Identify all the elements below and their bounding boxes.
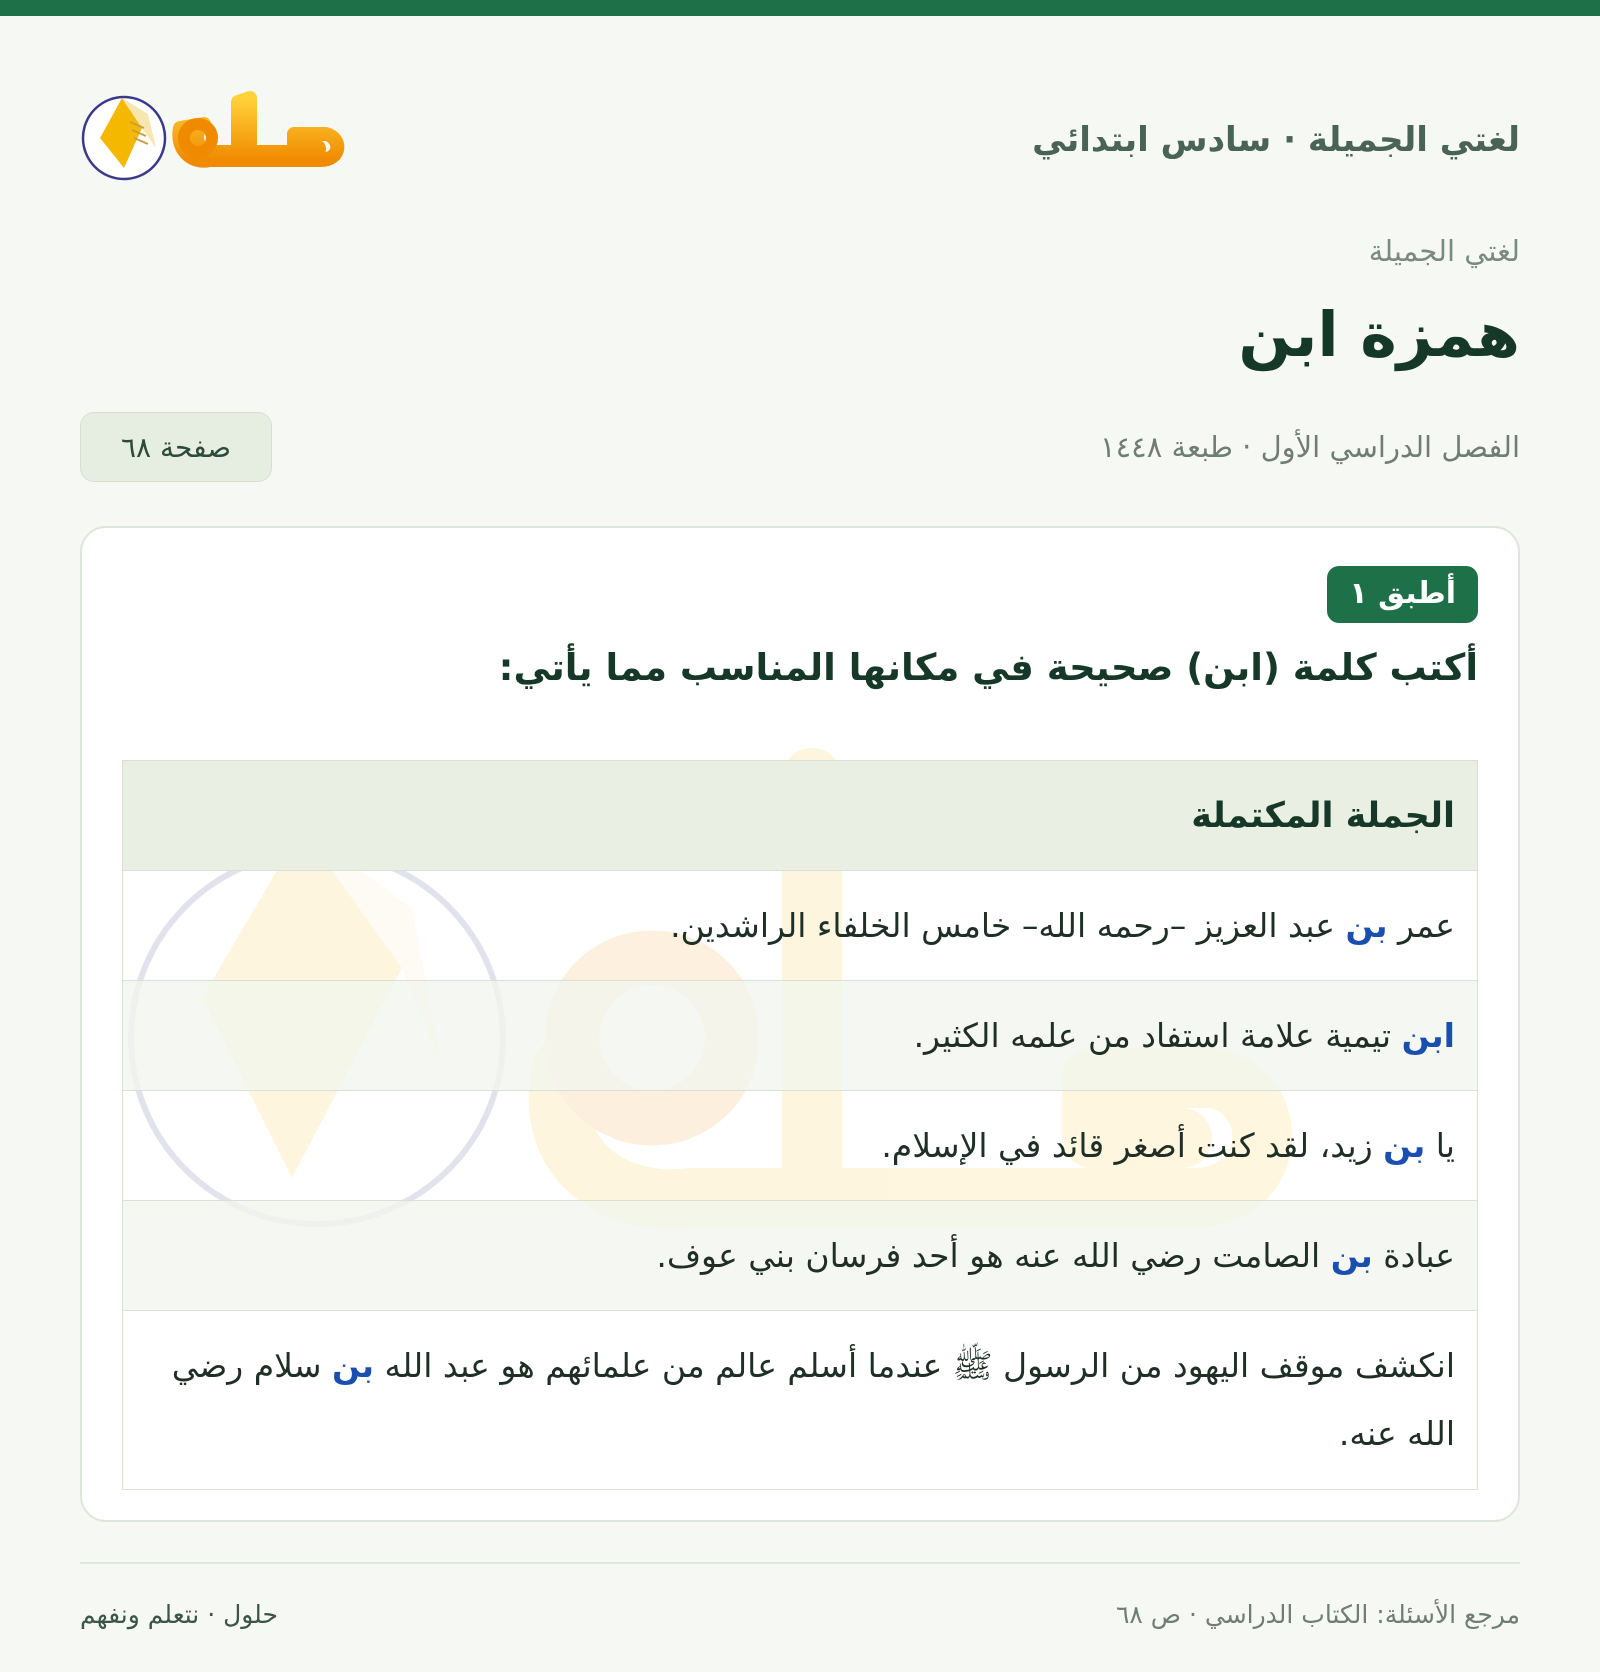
exercise-card xyxy=(80,526,1520,1522)
sentence-after: زيد، لقد كنت أصغر قائد في الإسلام. xyxy=(881,1126,1384,1165)
table-header: الجملة المكتملة xyxy=(123,761,1477,871)
breadcrumb[interactable]: لغتي الجميلة xyxy=(1368,234,1520,268)
edition-meta: الفصل الدراسي الأول · طبعة ١٤٤٨ xyxy=(1100,430,1520,464)
footer-reference: مرجع الأسئلة: الكتاب الدراسي · ص ٦٨ xyxy=(1115,1600,1520,1629)
site-logo[interactable] xyxy=(80,68,380,188)
sentence-after: سلام رضي الله عنه. xyxy=(171,1346,1455,1453)
table-row xyxy=(123,1091,1477,1201)
answers-table xyxy=(122,760,1478,1490)
answer-word: بن xyxy=(1383,1126,1426,1165)
footer-divider xyxy=(80,1562,1520,1564)
table-row xyxy=(123,981,1477,1091)
sentence-after: عبد العزيز –رحمه الله– خامس الخلفاء الراشدين. xyxy=(670,906,1346,945)
sentence-after: الصامت رضي الله عنه هو أحد فرسان بني عوف. xyxy=(656,1236,1331,1275)
header xyxy=(80,68,1520,188)
answer-word: بن xyxy=(1330,1236,1373,1275)
sentence-before: يا xyxy=(1425,1126,1455,1165)
page xyxy=(80,16,1520,1672)
sentence-before: عمر xyxy=(1387,906,1455,945)
sentence xyxy=(145,1332,1455,1468)
top-accent-bar xyxy=(0,0,1600,16)
page-title: همزة ابن xyxy=(1238,298,1520,371)
exercise-question: أكتب كلمة (ابن) صحيحة في مكانها المناسب مما يأتي: xyxy=(498,646,1478,689)
table-row xyxy=(123,1201,1477,1311)
sentence-before: عبادة xyxy=(1372,1236,1455,1275)
sentence xyxy=(656,1236,1455,1275)
subject-title: لغتي الجميلة · سادس ابتدائي xyxy=(1032,120,1520,160)
sentence xyxy=(670,906,1455,945)
table-row xyxy=(123,1311,1477,1489)
sentence xyxy=(914,1016,1455,1055)
sentence-before: انكشف موقف اليهود من الرسول ﷺ عندما أسلم عالم من علمائهم هو عبد الله xyxy=(374,1346,1455,1385)
footer-brand[interactable]: حلول · نتعلم ونفهم xyxy=(80,1600,278,1629)
logo-mark xyxy=(80,68,380,188)
answer-word: بن xyxy=(1345,906,1388,945)
answer-word: بن xyxy=(331,1346,375,1385)
answer-word: ابن xyxy=(1401,1016,1455,1055)
sentence-after: تيمية علامة استفاد من علمه الكثير. xyxy=(913,1016,1402,1055)
exercise-tag: أطبق ١ xyxy=(1327,566,1478,623)
sentence xyxy=(881,1126,1455,1165)
table-row xyxy=(123,871,1477,981)
page-number-badge: صفحة ٦٨ xyxy=(80,412,272,482)
